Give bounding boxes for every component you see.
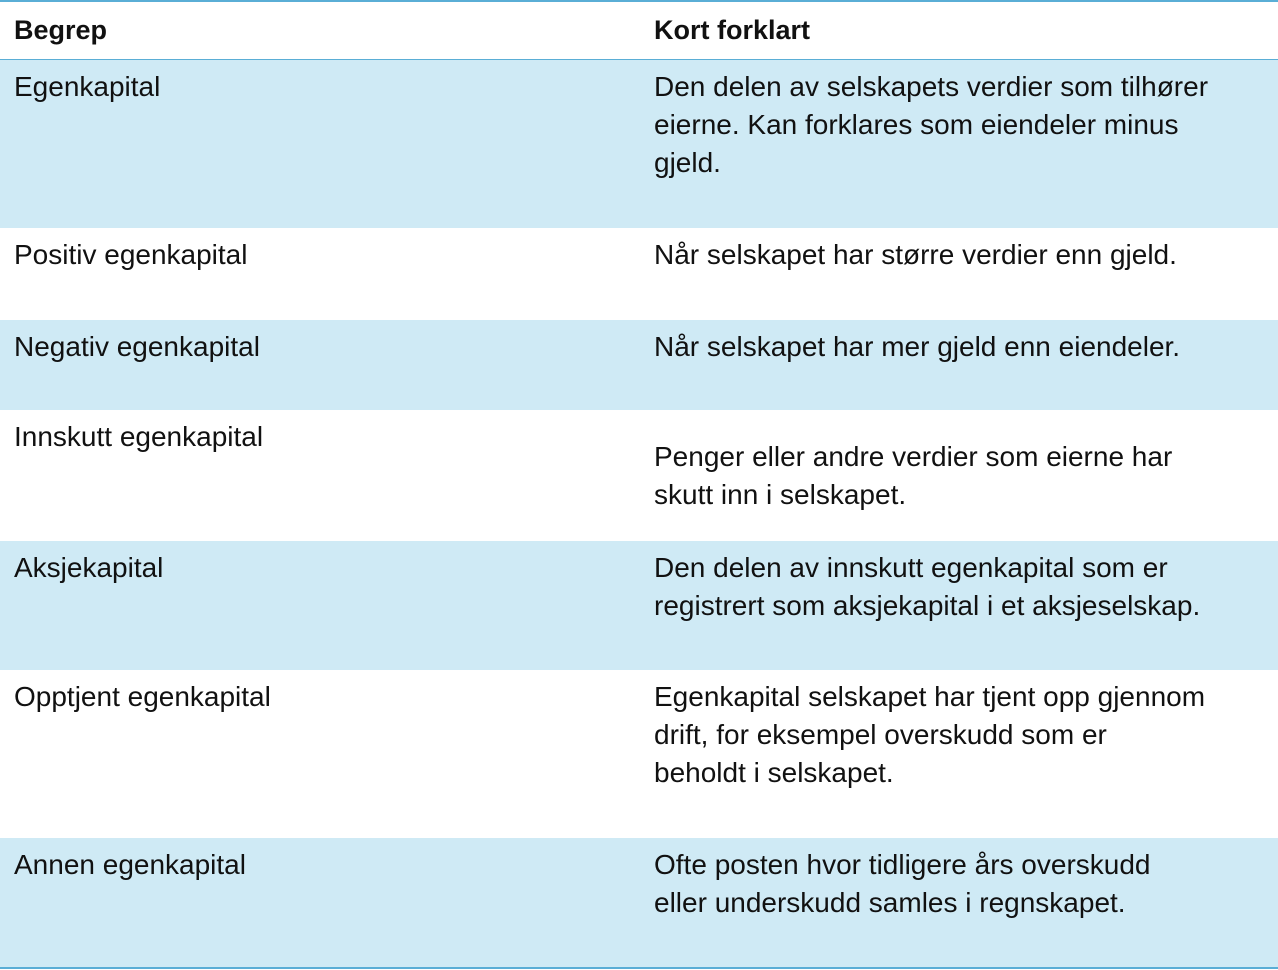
- explanation-line: Når selskapet har mer gjeld enn eiendeler.: [654, 331, 1181, 362]
- explanation-line: registrert som aksjekapital i et aksjeselskap.: [654, 590, 1201, 621]
- explanation-line: Egenkapital selskapet har tjent opp gjennom: [654, 681, 1206, 712]
- term-cell: Positiv egenkapital: [14, 239, 248, 270]
- explanation-cell: [654, 549, 1200, 625]
- column-header-term: Begrep: [14, 15, 108, 45]
- table-row: [0, 670, 1278, 838]
- explanation-line: Ofte posten hvor tidligere års overskudd: [654, 849, 1151, 880]
- table-row: [0, 410, 1278, 541]
- explanation-cell: [654, 678, 1205, 792]
- explanation-line: Den delen av selskapets verdier som tilhører: [654, 71, 1209, 102]
- term-cell: Annen egenkapital: [14, 849, 246, 880]
- explanation-line: gjeld.: [654, 147, 721, 178]
- explanation-line: skutt inn i selskapet.: [654, 479, 907, 510]
- explanation-cell: [654, 846, 1150, 922]
- term-cell: Opptjent egenkapital: [14, 681, 271, 712]
- term-cell: Innskutt egenkapital: [14, 421, 264, 452]
- explanation-line: beholdt i selskapet.: [654, 757, 894, 788]
- explanation-line: drift, for eksempel overskudd som er: [654, 719, 1107, 750]
- column-header-explanation: Kort forklart: [654, 15, 811, 45]
- explanation-cell: [654, 328, 1180, 366]
- term-cell: Egenkapital: [14, 71, 161, 102]
- table-row: [0, 541, 1278, 670]
- table-row: [0, 320, 1278, 410]
- table-row: [0, 838, 1278, 967]
- explanation-line: Penger eller andre verdier som eierne har: [654, 441, 1173, 472]
- explanation-line: eller underskudd samles i regnskapet.: [654, 887, 1126, 918]
- table-row: [0, 228, 1278, 320]
- table-header-row: [0, 2, 1278, 60]
- term-cell: Aksjekapital: [14, 552, 164, 583]
- explanation-line: Den delen av innskutt egenkapital som er: [654, 552, 1168, 583]
- explanation-line: eierne. Kan forklares som eiendeler minus: [654, 109, 1179, 140]
- explanation-cell: [654, 438, 1172, 514]
- explanation-cell: [654, 236, 1177, 274]
- table-row: [0, 60, 1278, 228]
- term-cell: Negativ egenkapital: [14, 331, 260, 362]
- explanation-cell: [654, 68, 1208, 182]
- explanation-line: Når selskapet har større verdier enn gjeld.: [654, 239, 1177, 270]
